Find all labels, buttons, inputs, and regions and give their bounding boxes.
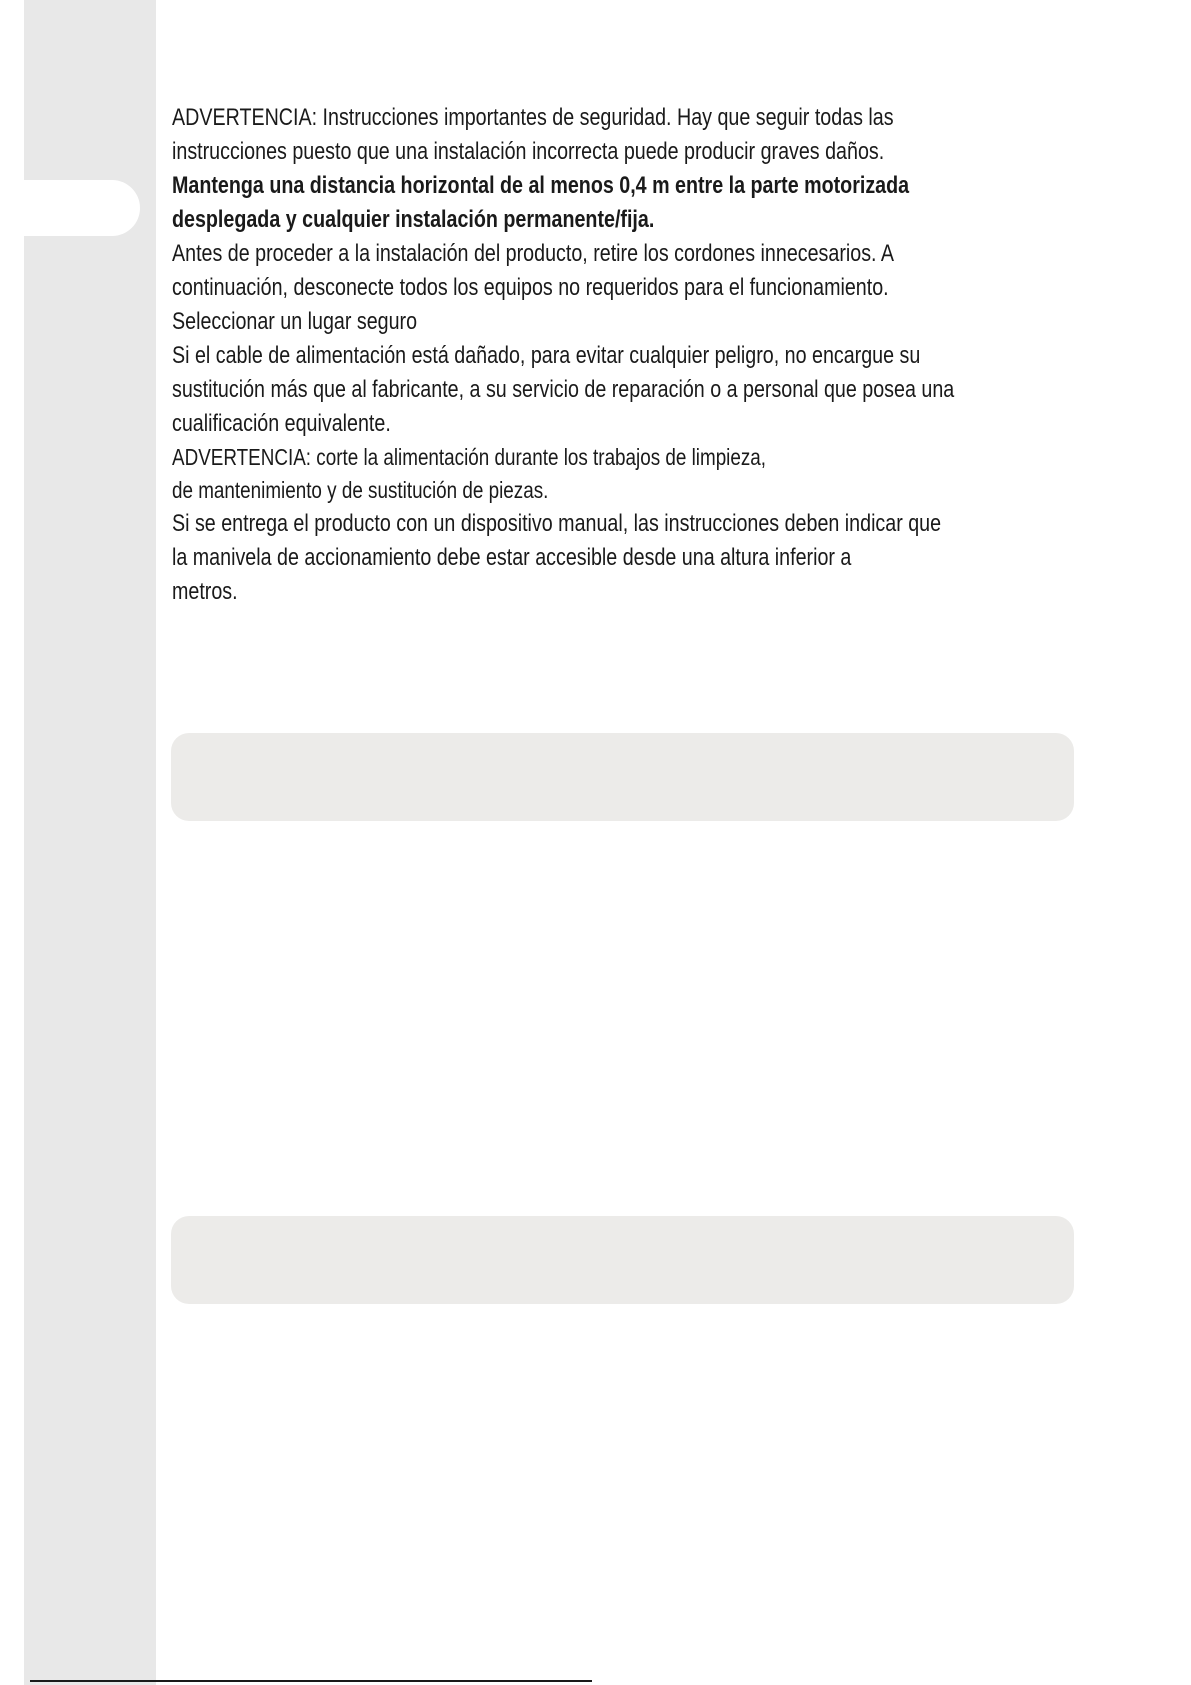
text-line: Antes de proceder a la instalación del producto, retire los cordones innecesarios. A [172,240,895,267]
text-line: cualificación equivalente. [172,410,391,437]
text-line: sustitución más que al fabricante, a su servicio de reparación o a personal que posea una [172,376,955,403]
text-line: ADVERTENCIA: Instrucciones importantes de seguridad. Hay que seguir todas las [172,104,894,131]
safety-instructions [172,101,1092,609]
text-line: continuación, desconecte todos los equipos no requeridos para el funcionamiento. [172,274,889,301]
text-line: de mantenimiento y de sustitución de piezas. [172,477,549,503]
text-line: Seleccionar un lugar seguro [172,308,418,335]
text-line-bold: desplegada y cualquier instalación permanente/fija. [172,206,655,233]
text-line: ADVERTENCIA: corte la alimentación durante los trabajos de limpieza, [172,444,767,470]
text-line: Si se entrega el producto con un dispositivo manual, las instrucciones deben indicar que [172,510,942,537]
text-line: instrucciones puesto que una instalación incorrecta puede producir graves daños. [172,138,885,165]
text-line-bold: Mantenga una distancia horizontal de al menos 0,4 m entre la parte motorizada [172,172,910,199]
section-header-box-2 [171,1216,1074,1304]
page-margin-strip [24,0,156,1685]
text-line: metros. [172,578,238,605]
margin-tab [24,180,140,236]
bottom-rule [30,1680,592,1682]
text-line: Si el cable de alimentación está dañado, para evitar cualquier peligro, no encargue su [172,342,921,369]
text-line: la manivela de accionamiento debe estar accesible desde una altura inferior a [172,544,852,571]
section-header-box-1 [171,733,1074,821]
